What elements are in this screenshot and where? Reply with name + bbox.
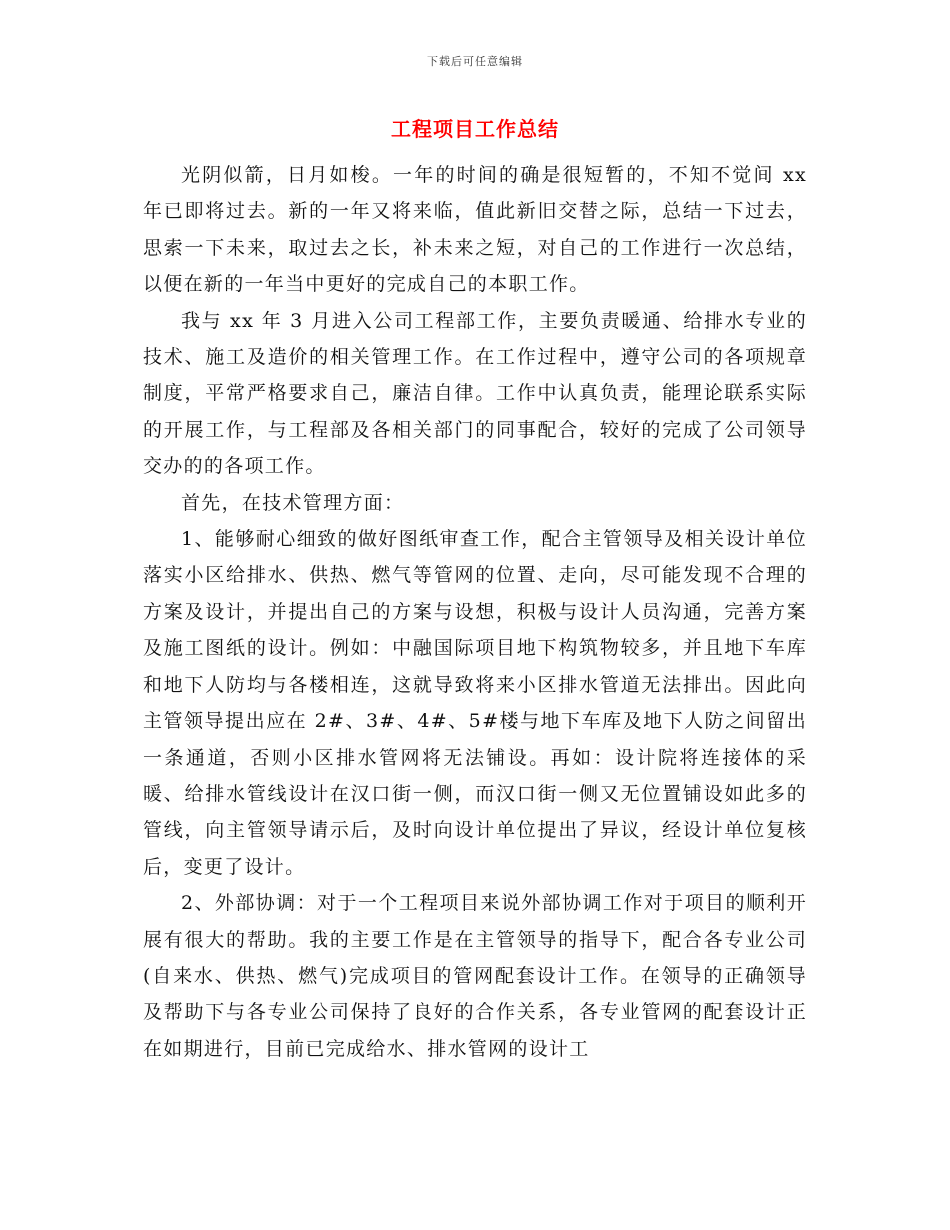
document-title: 工程项目工作总结 [391,117,559,141]
header-note: 下载后可任意编辑 [427,55,523,68]
paragraph-intro: 光阴似箭，日月如梭。一年的时间的确是很短暂的，不知不觉间 xx 年已即将过去。新的一年又将来临，值此新旧交替之际，总结一下过去，思索一下未来，取过去之长，补未来之短，对自己的工作进行一次总结，以便在新的一年当中更好的完成自己的本职工作。 [143,164,807,296]
paragraph-technical-heading: 首先，在技术管理方面： [181,491,405,514]
document-body [143,157,807,1067]
paragraph-background: 我与 xx 年 3 月进入公司工程部工作，主要负责暖通、给排水专业的技术、施工及造价的相关管理工作。在工作过程中，遵守公司的各项规章制度，平常严格要求自己，廉洁自律。工作中认真负责，能理论联系实际的开展工作，与工程部及各相关部门的同事配合，较好的完成了公司领导交办的的各项工作。 [143,309,807,478]
paragraph-item-2: 2、外部协调：对于一个工程项目来说外部协调工作对于项目的顺利开展有很大的帮助。我的主要工作是在主管领导的指导下，配合各专业公司(自来水、供热、燃气)完成项目的管网配套设计工作。在领导的正确领导及帮助下与各专业公司保持了良好的合作关系，各专业管网的配套设计正在如期进行，目前已完成给水、排水管网的设计工 [143,892,807,1060]
paragraph-item-1: 1、能够耐心细致的做好图纸审查工作，配合主管领导及相关设计单位落实小区给排水、供热、燃气等管网的位置、走向，尽可能发现不合理的方案及设计，并提出自己的方案与设想，积极与设计人员沟通，完善方案及施工图纸的设计。例如：中融国际项目地下构筑物较多，并且地下车库和地下人防均与各楼相连，这就导致将来小区排水管道无法排出。因此向主管领导提出应在 2#、3#、4#、5#楼与地下车库及地下人防之间留出一条通道，否则小区排水管网将无法铺设。再如：设计院将连接体的采暖、给排水管线设计在汉口街一侧，而汉口街一侧又无位置铺设如此多的管线，向主管领导请示后，及时向设计单位提出了异议，经设计单位复核后，变更了设计。 [143,528,807,878]
